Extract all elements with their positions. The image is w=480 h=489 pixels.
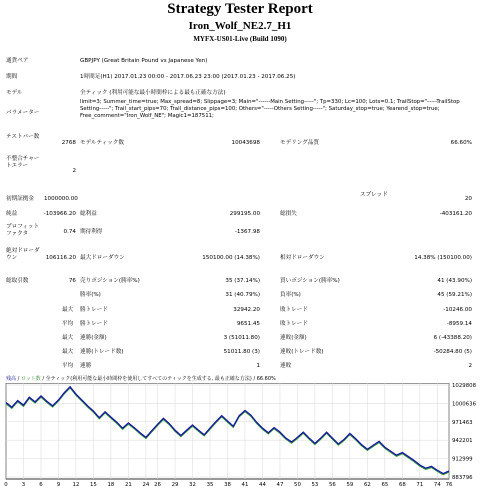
y-tick-label: 971463 [452, 419, 473, 426]
payoff-value: -1367.98 [234, 229, 260, 235]
report-title: Strategy Tester Report [167, 1, 313, 17]
params-label: パラメーター [6, 110, 40, 116]
long-value: 41 (43.90%) [437, 278, 472, 284]
pf-label: プロフィットファクタ [6, 224, 40, 237]
x-tick-label: 26 [154, 482, 161, 488]
gross-profit-value: 299195.00 [229, 211, 260, 217]
cons-loss-value: -50284.80 (5) [433, 349, 472, 355]
model-value: 全ティック (利用可能な最小時間枠による最も正確な方法) [80, 90, 226, 96]
equity-chart [0, 383, 480, 489]
quality-label: モデリング品質 [280, 140, 320, 146]
mismatch-label: 不整合チャートエラー [6, 156, 40, 169]
report-server: MYFX-US01-Live (Build 1090) [193, 35, 287, 43]
quality-value: 66.60% [450, 140, 472, 146]
avg-label: 平均 [62, 321, 74, 327]
pair-value: GBPJPY (Great Britain Pound vs Japanese Yen) [80, 58, 208, 64]
y-axis-ticks [452, 383, 477, 481]
x-tick-label: 12 [72, 482, 80, 488]
x-tick-label: 65 [381, 482, 389, 488]
x-tick-label: 35 [206, 482, 214, 488]
max-label: 最大 [62, 307, 74, 313]
x-tick-label: 44 [259, 482, 266, 488]
max-dd-label: 最大ドローダウン [80, 255, 125, 261]
payoff-label: 期待利得 [80, 229, 103, 235]
y-tick-label: 1000636 [452, 401, 477, 408]
long-label: 買いポジション(勝率%) [280, 278, 340, 284]
deposit-label: 初期証拠金 [6, 196, 34, 202]
x-tick-label: 47 [276, 482, 284, 488]
x-tick-label: 56 [328, 482, 336, 488]
x-tick-label: 50 [294, 482, 301, 488]
short-value: 35 (37.14%) [225, 278, 260, 284]
pair-label: 通貨ペア [6, 58, 29, 64]
net-value: -103966.20 [43, 211, 76, 217]
x-tick-label: 53 [311, 482, 319, 488]
max-loss-value: -10246.00 [443, 307, 472, 313]
cons-profit-label: 連勝(トレード数) [80, 349, 124, 355]
cons-losses-value: 6 (-43388.20) [433, 335, 472, 341]
loss-value: 45 (59.21%) [437, 292, 472, 298]
max-win-label: 勝トレード [80, 307, 108, 313]
short-label: 売りポジション(勝率%) [80, 278, 140, 284]
x-tick-label: 18 [107, 482, 115, 488]
period-value: 1時間足(H1) 2017.01.23 00:00 - 2017.06.23 23:00 (2017.01.23 - 2017.06.25) [80, 74, 296, 80]
avg-cons-losses-value: 2 [468, 363, 472, 369]
avg-win-value: 9651.45 [236, 321, 260, 327]
params-value: limit=3; Summer_time=true; Max_spread=8; Slippage=3; Main="------Main Setting-----"; Tp=330; Lc=100; Lots=0.1; TrailStop="-----TrailStop Setting-----"; Trail_start_pips=70; Trail_distance_pips=100; Others="-----Others Setting-----"; Saturday_stop=true; Yearend_stop=true; Free_comment="Iron_Wolf_NE"; Magic1=187511; [80, 99, 460, 119]
x-tick-label: 41 [241, 482, 249, 488]
x-tick-label: 68 [398, 482, 406, 488]
gross-loss-label: 総損失 [280, 211, 297, 217]
ticks-label: モデルティック数 [80, 140, 125, 146]
max-loss-label: 敗トレード [280, 307, 308, 313]
max-label-3: 最大 [62, 349, 74, 355]
net-label: 純益 [6, 211, 18, 217]
trades-value: 76 [68, 278, 76, 284]
x-tick-label: 3 [21, 482, 26, 488]
cons-losses-label: 連敗(金額) [280, 335, 307, 341]
win-label: 勝率(%) [80, 292, 101, 298]
mismatch-value: 2 [72, 168, 76, 174]
gross-loss-value: -403161.20 [439, 211, 472, 217]
y-tick-label: 942201 [452, 438, 473, 445]
pf-value: 0.74 [63, 229, 76, 235]
x-tick-label: 38 [224, 482, 231, 488]
avg-win-label: 勝トレード [80, 321, 108, 327]
avg-cons-wins-value: 1 [256, 363, 260, 369]
legend-balance: 残高 [6, 376, 17, 382]
x-tick-label: 62 [363, 482, 371, 488]
y-tick-label: 883796 [452, 475, 473, 481]
avg-cons-losses-label: 連敗 [280, 363, 292, 369]
x-tick-label: 0 [4, 482, 8, 488]
y-tick-label: 1029808 [452, 383, 477, 389]
cons-wins-value: 3 (51011.80) [223, 335, 260, 341]
x-tick-label: 21 [124, 482, 132, 488]
max-win-value: 32942.20 [233, 307, 260, 313]
abs-dd-label: 絶対ドローダウン [6, 248, 40, 261]
legend-model-text: 全ティック(利用可能な最小時間枠を使用してすべてのティックを生成する, 最も正確な方法) / 66.60% [45, 376, 276, 382]
rel-dd-value: 14.38% (150100.00) [414, 255, 472, 261]
spread-value: 20 [464, 196, 472, 202]
x-tick-label: 32 [189, 482, 196, 488]
model-label: モデル [6, 90, 23, 96]
x-tick-label: 6 [39, 482, 43, 488]
legend-lots: ロット数 [20, 376, 41, 382]
trades-label: 総取引数 [6, 278, 29, 284]
avg-loss-label: 敗トレード [280, 321, 308, 327]
loss-label: 負率(%) [280, 292, 301, 298]
legend-separator: / [17, 376, 21, 382]
cons-wins-label: 連勝(金額) [80, 335, 107, 341]
x-tick-label: 9 [56, 482, 61, 488]
avg-label-2: 平均 [62, 363, 74, 369]
max-dd-value: 150100.00 (14.38%) [202, 255, 260, 261]
bars-label: テストバー数 [6, 134, 40, 140]
x-tick-label: 29 [171, 482, 179, 488]
x-tick-label: 15 [90, 482, 97, 488]
bars-value: 2768 [61, 140, 76, 146]
chart-legend [6, 376, 276, 383]
period-label: 期間 [6, 74, 18, 80]
rel-dd-label: 相対ドローダウン [280, 255, 325, 261]
deposit-value: 1000000.00 [44, 196, 78, 202]
x-tick-label: 24 [142, 482, 150, 488]
win-value: 31 (40.79%) [225, 292, 260, 298]
x-tick-label: 59 [346, 482, 354, 488]
x-tick-label: 74 [433, 482, 441, 488]
avg-loss-value: -8959.14 [446, 321, 472, 327]
y-tick-label: 912999 [452, 456, 473, 463]
spread-label: スプレッド [360, 192, 388, 198]
x-tick-label: 71 [416, 482, 424, 488]
cons-loss-label: 連敗(トレード数) [280, 349, 324, 355]
report-subtitle: Iron_Wolf_NE2.7_H1 [188, 20, 292, 32]
ticks-value: 10043698 [231, 140, 260, 146]
x-axis-ticks [4, 482, 453, 488]
max-label-2: 最大 [62, 335, 74, 341]
x-tick-label: 76 [445, 482, 453, 488]
abs-dd-value: 106116.20 [45, 255, 76, 261]
legend-separator-2: / [42, 376, 46, 382]
cons-profit-value: 51011.80 (3) [223, 349, 260, 355]
avg-cons-wins-label: 連勝 [80, 363, 92, 369]
gross-profit-label: 総利益 [80, 211, 97, 217]
